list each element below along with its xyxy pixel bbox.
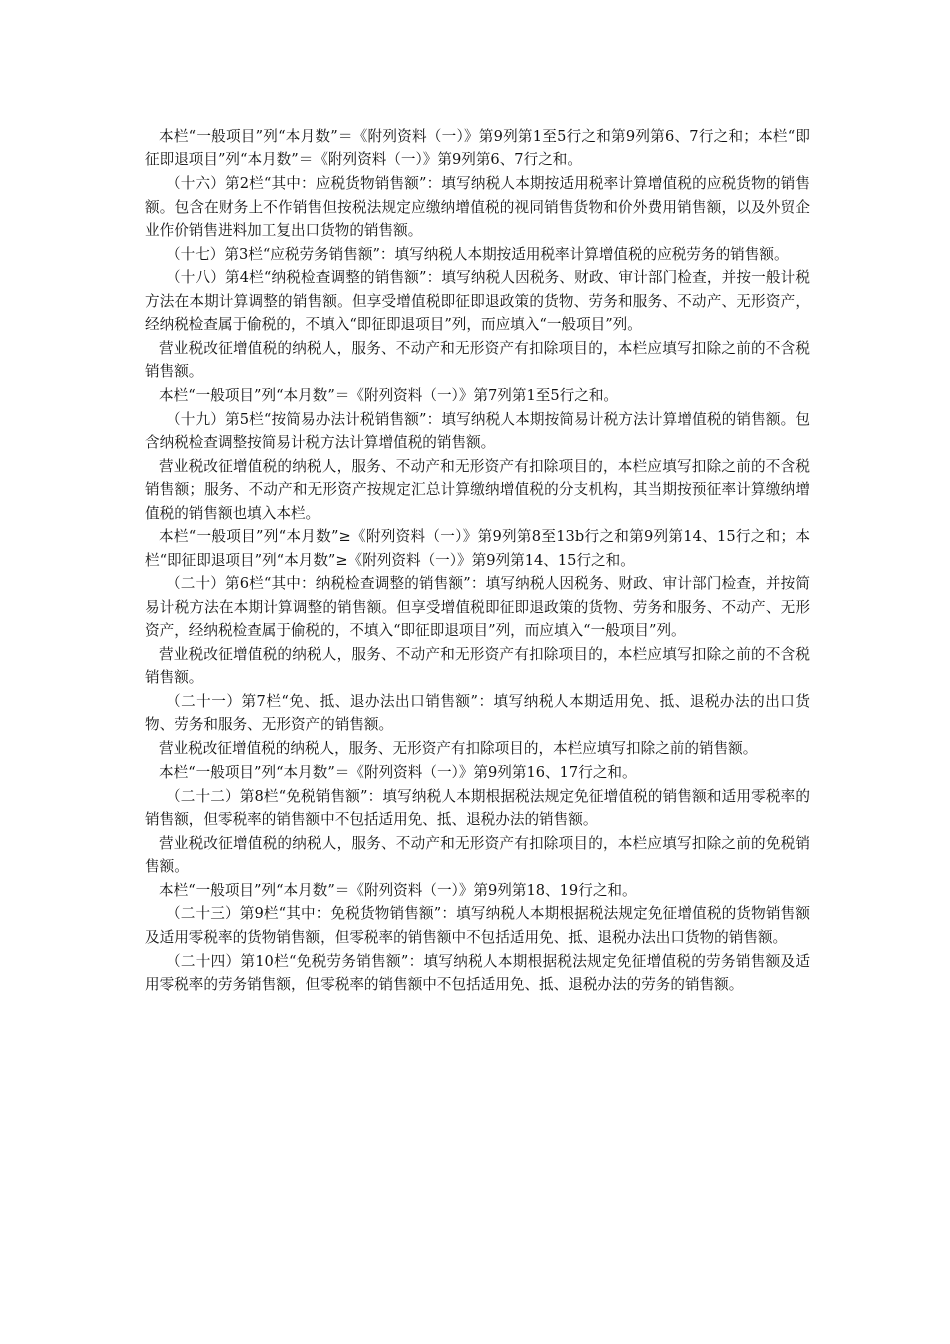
- paragraph-item-21-formula: 本栏“一般项目”列“本月数”＝《附列资料（一）》第9列第16、17行之和。: [159, 763, 637, 781]
- paragraph-item-19-note: 营业税改征增值税的纳税人，服务、不动产和无形资产有扣除项目的，本栏应填写扣除之前的不含税销售额；服务、不动产和无形资产按规定汇总计算缴纳增值税的分支机构，其当期按预征率计算缴纳增值税的销售额也填入本栏。: [145, 457, 810, 522]
- paragraph-item-19-formula: 本栏“一般项目”列“本月数”≥《附列资料（一）》第9列第8至13b行之和第9列第14、15行之和；本栏“即征即退项目”列“本月数”≥《附列资料（一）》第9列第14、15行之和。: [145, 528, 810, 569]
- paragraph-item-22-formula: 本栏“一般项目”列“本月数”＝《附列资料（一）》第9列第18、19行之和。: [159, 881, 637, 899]
- paragraph-item-18-note: 营业税改征增值税的纳税人，服务、不动产和无形资产有扣除项目的，本栏应填写扣除之前的不含税销售额。: [145, 339, 810, 381]
- document-body: [145, 125, 810, 997]
- paragraph-item-16: （十六）第2栏“其中：应税货物销售额”：填写纳税人本期按适用税率计算增值税的应税货物的销售额。包含在财务上不作销售但按税法规定应缴纳增值税的视同销售货物和价外费用销售额，以及外贸企业作价销售进料加工复出口货物的销售额。: [145, 175, 810, 239]
- paragraph-item-24: （二十四）第10栏“免税劳务销售额”：填写纳税人本期根据税法规定免征增值税的劳务销售额及适用零税率的劳务销售额，但零税率的销售额中不包括适用免、抵、退税办法的劳务的销售额。: [145, 952, 810, 993]
- paragraph-item-20: （二十）第6栏“其中：纳税检查调整的销售额”：填写纳税人因税务、财政、审计部门检查，并按简易计税方法在本期计算调整的销售额。但享受增值税即征即退政策的货物、劳务和服务、不动产、无形资产，经纳税检查属于偷税的，不填入“即征即退项目”列，而应填入“一般项目”列。: [145, 575, 810, 640]
- paragraph-item-20-note: 营业税改征增值税的纳税人，服务、不动产和无形资产有扣除项目的，本栏应填写扣除之前的不含税销售额。: [145, 645, 810, 687]
- paragraph-item-23: （二十三）第9栏“其中：免税货物销售额”：填写纳税人本期根据税法规定免征增值税的货物销售额及适用零税率的货物销售额，但零税率的销售额中不包括适用免、抵、退税办法出口货物的销售额。: [145, 905, 810, 946]
- paragraph-item-22-note: 营业税改征增值税的纳税人，服务、不动产和无形资产有扣除项目的，本栏应填写扣除之前的免税销售额。: [145, 834, 810, 876]
- paragraph-item-19: （十九）第5栏“按简易办法计税销售额”：填写纳税人本期按简易计税方法计算增值税的销售额。包含纳税检查调整按简易计税方法计算增值税的销售额。: [145, 410, 810, 452]
- paragraph-general-items-formula: 本栏“一般项目”列“本月数”＝《附列资料（一）》第9列第1至5行之和第9列第6、7行之和；本栏“即征即退项目”列“本月数”＝《附列资料（一）》第9列第6、7行之和。: [145, 128, 810, 169]
- paragraph-item-17: （十七）第3栏“应税劳务销售额”：填写纳税人本期按适用税率计算增值税的应税劳务的销售额。: [166, 245, 789, 263]
- paragraph-item-18-formula: 本栏“一般项目”列“本月数”＝《附列资料（一）》第7列第1至5行之和。: [159, 386, 619, 404]
- paragraph-item-21-note: 营业税改征增值税的纳税人，服务、无形资产有扣除项目的，本栏应填写扣除之前的销售额。: [159, 740, 758, 758]
- paragraph-item-18: （十八）第4栏“纳税检查调整的销售额”：填写纳税人因税务、财政、审计部门检查，并按一般计税方法在本期计算调整的销售额。但享受增值税即征即退政策的货物、劳务和服务、不动产、无形资产，经纳税检查属于偷税的，不填入“即征即退项目”列，而应填入“一般项目”列。: [145, 269, 810, 334]
- paragraph-item-21: （二十一）第7栏“免、抵、退办法出口销售额”：填写纳税人本期适用免、抵、退税办法的出口货物、劳务和服务、无形资产的销售额。: [145, 693, 810, 734]
- paragraph-item-22: （二十二）第8栏“免税销售额”：填写纳税人本期根据税法规定免征增值税的销售额和适用零税率的销售额，但零税率的销售额中不包括适用免、抵、退税办法的销售额。: [145, 787, 810, 828]
